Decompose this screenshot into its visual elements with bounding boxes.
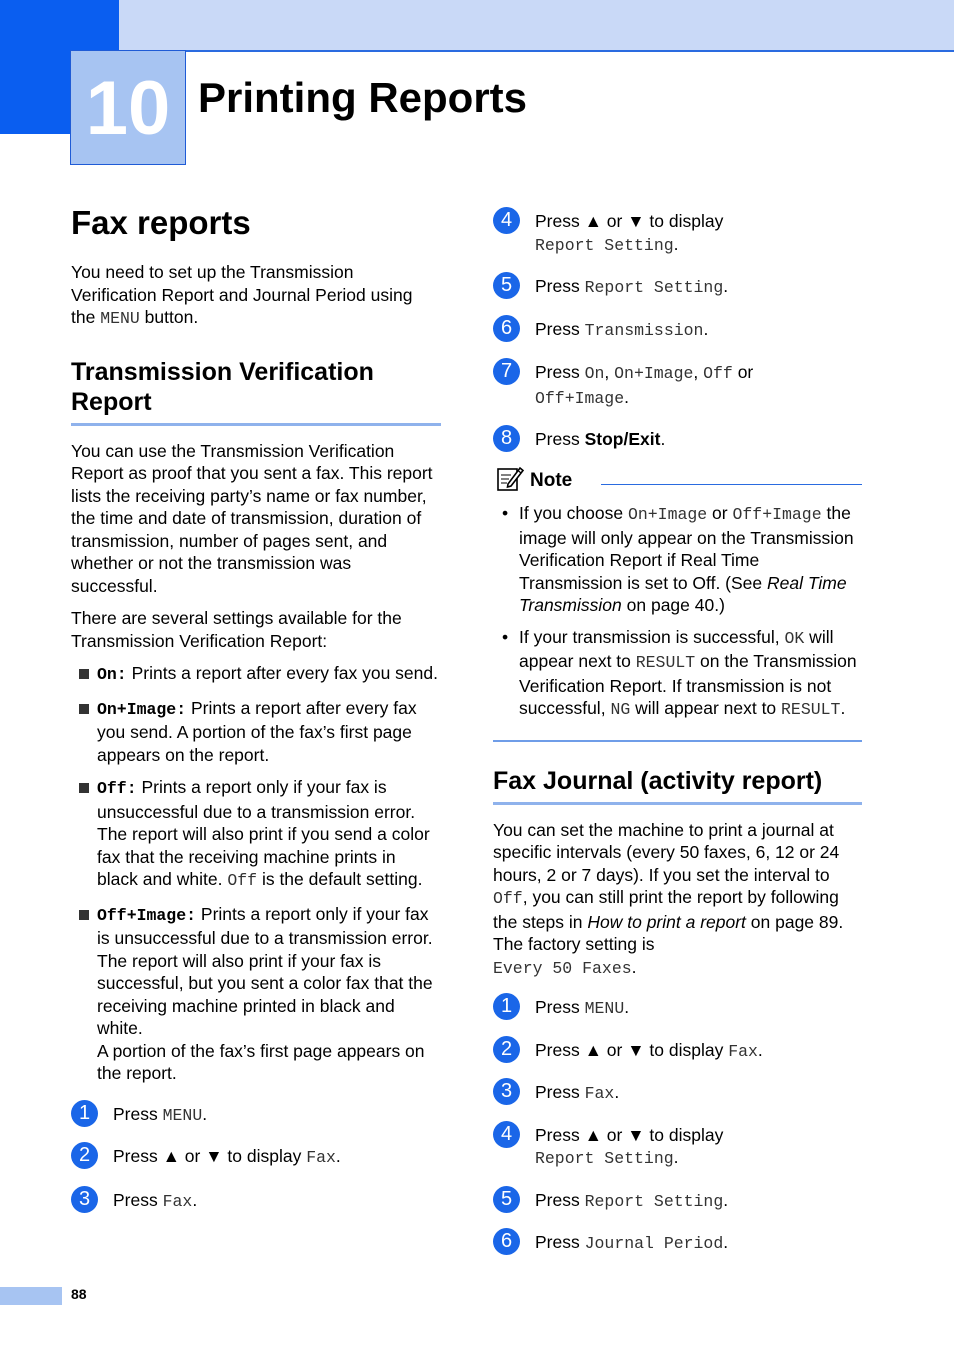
fax-reports-intro: You need to set up the Transmission Verification Report and Journal Period using the MENU button. (71, 262, 413, 328)
chapter-number: 10 (70, 50, 186, 165)
header-band (0, 0, 954, 52)
step-item: 2 Press ▲ or ▼ to display Fax. (493, 1039, 862, 1064)
step-item: 8 Press Stop/Exit. (493, 428, 862, 452)
note-label: Note (530, 470, 573, 491)
step-number-icon: 4 (493, 1121, 520, 1148)
note-list (493, 502, 862, 722)
journal-steps (493, 996, 862, 1256)
step-number-icon: 4 (493, 207, 520, 234)
step-number-icon: 3 (493, 1078, 520, 1105)
step-item: 1 Press MENU. (493, 996, 862, 1021)
page-number: 88 (71, 1286, 87, 1302)
chapter-title: Printing Reports (198, 74, 528, 121)
step-item: 5 Press Report Setting. (493, 275, 862, 300)
step-item: 7 Press On, On+Image, Off or Off+Image. (493, 361, 862, 410)
step-number-icon: 1 (493, 993, 520, 1020)
list-item: Off+Image: Prints a report only if your fax is unsuccessful due to a transmission error. The report will also print if your fax is successful, but you sent a color fax that the receiving machine printed in black and white. A portion of the fax’s first page appears on the report. (71, 903, 441, 1085)
step-item: 2 Press ▲ or ▼ to display Fax. (71, 1145, 441, 1170)
list-item: • If your transmission is successful, OK will appear next to RESULT on the Transmission Verification Report. If transmission is not successful, NG will appear next to RESULT. (502, 626, 857, 719)
step-item: 3 Press Fax. (493, 1081, 862, 1106)
subsection-rule (493, 802, 862, 805)
step-number-icon: 2 (493, 1036, 520, 1063)
subsection-title-journal: Fax Journal (activity report) (493, 766, 823, 795)
tvr-paragraph-2: There are several settings available for the Transmission Verification Report: (71, 608, 402, 651)
note-header (493, 464, 862, 496)
step-number-icon: 6 (493, 315, 520, 342)
list-item: On+Image: Prints a report after every fax you send. A portion of the fax’s first page appears on the report. (71, 697, 441, 767)
tvr-options-list (71, 662, 441, 1085)
step-number-icon: 6 (493, 1228, 520, 1255)
tvr-steps-right (493, 210, 862, 452)
left-column (71, 204, 441, 1213)
footer-band (0, 1287, 62, 1305)
note-end-rule (493, 740, 862, 742)
list-item: • If you choose On+Image or Off+Image the image will only appear on the Transmission Verification Report if Real Time Transmission is set to Off. (See Real Time Transmission on page 40.) (502, 503, 854, 615)
subsection-title-tvr: Transmission Verification Report (71, 357, 374, 416)
tvr-paragraph-1: You can use the Transmission Verification Report as proof that you sent a fax. This report lists the receiving party’s name or fax number, the time and date of transmission, duration of transmission, number of pages sent, and whether or not the transmission was successful. (71, 440, 433, 596)
step-number-icon: 5 (493, 272, 520, 299)
step-item: 4 Press ▲ or ▼ to display Report Setting. (493, 1124, 862, 1171)
step-number-icon: 5 (493, 1186, 520, 1213)
step-item: 6 Press Transmission. (493, 318, 862, 343)
step-item: 1 Press MENU. (71, 1103, 441, 1128)
subsection-rule (71, 423, 441, 426)
section-title-fax-reports: Fax reports (71, 204, 251, 241)
note-rule (601, 484, 862, 485)
step-item: 5 Press Report Setting. (493, 1189, 862, 1214)
note-pencil-icon (496, 464, 524, 492)
step-item: 4 Press ▲ or ▼ to display Report Setting. (493, 210, 862, 257)
step-number-icon: 2 (71, 1142, 98, 1169)
tvr-steps-left (71, 1103, 441, 1214)
step-item: 6 Press Journal Period. (493, 1231, 862, 1256)
step-number-icon: 8 (493, 425, 520, 452)
list-item: Off: Prints a report only if your fax is unsuccessful due to a transmission error. The report will also print if you send a color fax that the receiving machine prints in black and white. Off is the default setting. (71, 776, 441, 893)
step-number-icon: 1 (71, 1100, 98, 1127)
right-column (493, 204, 862, 1256)
step-number-icon: 7 (493, 358, 520, 385)
journal-paragraph: You can set the machine to print a journal at specific intervals (every 50 faxes, 6, 12 or 24 hours, 2 or 7 days). If you set the interval to Off, you can still print the report by following the steps in How to print a report on page 89. The factory setting is Every 50 Faxes. (493, 819, 844, 978)
step-number-icon: 3 (71, 1186, 98, 1213)
list-item: On: Prints a report after every fax you send. (71, 662, 441, 687)
step-item: 3 Press Fax. (71, 1189, 441, 1214)
